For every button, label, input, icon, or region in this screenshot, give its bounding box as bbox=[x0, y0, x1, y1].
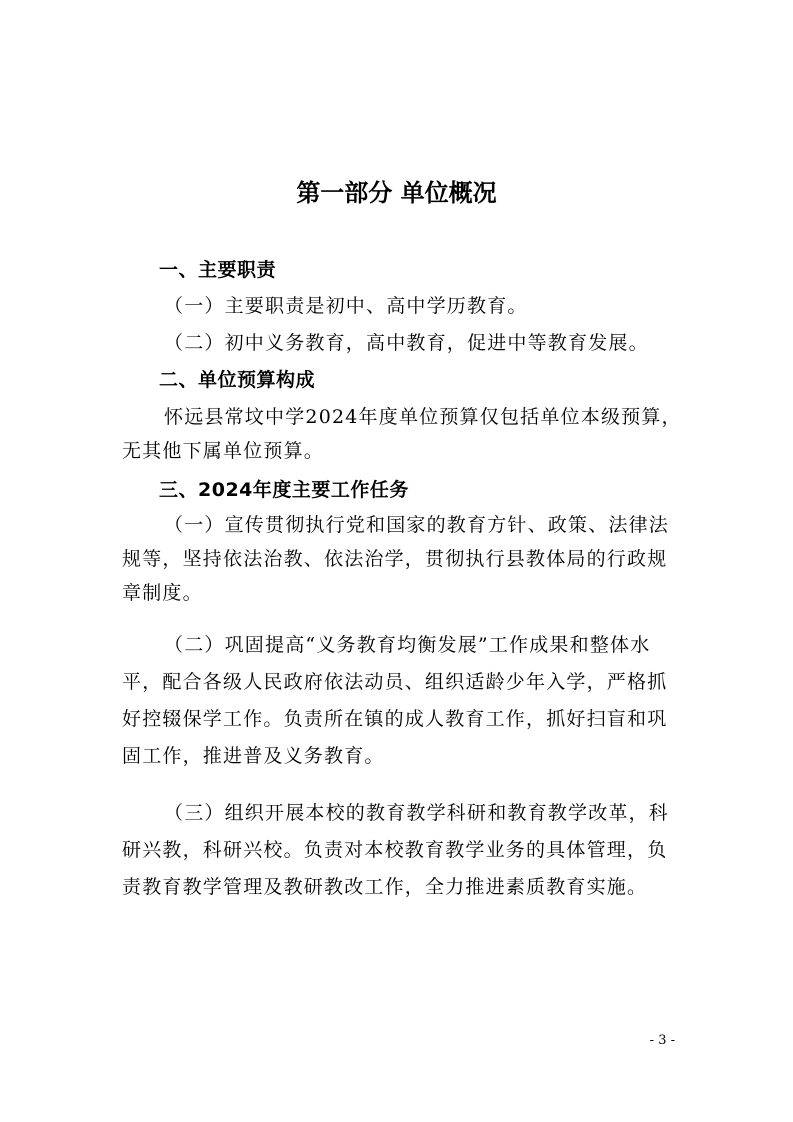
section-heading-main-duties: 一、主要职责 bbox=[159, 259, 277, 281]
section-heading-budget-composition: 二、单位预算构成 bbox=[159, 369, 316, 391]
task-item-2: （二）巩固提高“义务教育均衡发展”工作成果和整体水平，配合各级人民政府依法动员、组织适龄少年入学，严格抓好控辍保学工作。负责所在镇的成人教育工作，抓好扫盲和巩固工作，推进普及义务教育。 bbox=[122, 634, 668, 767]
duty-item-2: （二）初中义务教育，高中教育，促进中等教育发展。 bbox=[164, 332, 649, 354]
section-heading-main-tasks: 三、2024年度主要工作任务 bbox=[159, 479, 409, 501]
task-item-1: （一）宣传贯彻执行党和国家的教育方针、政策、法律法规等，坚持依法治教、依法治学，贯彻执行县教体局的行政规章制度。 bbox=[122, 514, 670, 604]
page-number: - 3 - bbox=[649, 1033, 675, 1048]
budget-composition-paragraph: 怀远县常坟中学2024年度单位预算仅包括单位本级预算，无其他下属单位预算。 bbox=[122, 406, 682, 462]
page-title: 第一部分 单位概况 bbox=[296, 179, 497, 207]
task-item-3: （三）组织开展本校的教育教学科研和教育教学改革，科研兴教，科研兴校。负责对本校教育教学业务的具体管理，负责教育教学管理及教研教改工作，全力推进素质教育实施。 bbox=[122, 802, 670, 898]
duty-item-1: （一）主要职责是初中、高中学历教育。 bbox=[164, 295, 528, 317]
